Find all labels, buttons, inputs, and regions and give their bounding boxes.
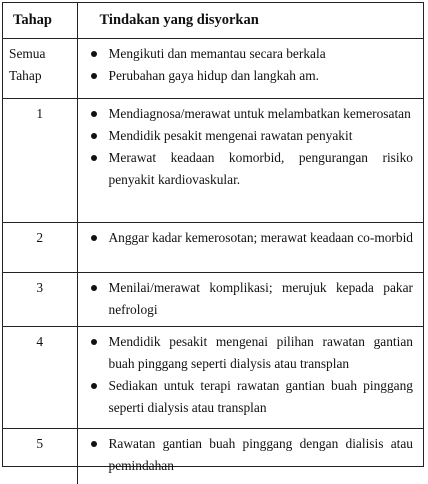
action-list xyxy=(78,433,414,477)
stage-label: Tahap xyxy=(9,65,76,87)
actions-cell xyxy=(77,99,423,223)
table-row xyxy=(3,223,423,273)
actions-cell xyxy=(77,39,423,99)
actions-cell xyxy=(77,429,423,484)
bullet-icon xyxy=(91,285,97,291)
list-item xyxy=(78,375,414,419)
bullet-icon xyxy=(91,235,97,241)
header-actions: Tindakan yang disyorkan xyxy=(77,3,423,39)
action-text: Anggar kadar kemerosotan; merawat keadaan co-morbid xyxy=(109,230,414,245)
bullet-icon xyxy=(91,133,97,139)
bullet-icon xyxy=(91,111,97,117)
action-list xyxy=(78,277,414,321)
actions-cell xyxy=(77,273,423,327)
table-row xyxy=(3,273,423,327)
list-item xyxy=(78,103,414,125)
list-item xyxy=(78,125,414,147)
bullet-icon xyxy=(91,51,97,57)
action-list xyxy=(78,331,414,419)
list-item xyxy=(78,65,414,87)
list-item xyxy=(78,433,414,477)
stage-cell: 2 xyxy=(3,223,77,273)
action-text: Perubahan gaya hidup dan langkah am. xyxy=(109,68,319,83)
action-text: Menilai/merawat komplikasi; merujuk kepada pakar nefrologi xyxy=(109,280,414,317)
action-text: Mengikuti dan memantau secara berkala xyxy=(109,46,326,61)
stage-action-table xyxy=(3,3,423,484)
bullet-icon xyxy=(91,73,97,79)
action-list xyxy=(78,227,414,249)
stage-cell: 5 xyxy=(3,429,77,484)
action-text: Sediakan untuk terapi rawatan gantian buah pinggang seperti dialysis atau transplan xyxy=(109,378,414,415)
bullet-icon xyxy=(91,155,97,161)
action-text: Merawat keadaan komorbid, pengurangan risiko penyakit kardiovaskular. xyxy=(109,150,414,187)
stage-cell xyxy=(3,39,77,99)
list-item xyxy=(78,277,414,321)
stage-cell: 1 xyxy=(3,99,77,223)
action-text: Mendidik pesakit mengenai pilihan rawatan gantian buah pinggang seperti dialysis atau transplan xyxy=(109,334,414,371)
action-list xyxy=(78,103,414,191)
stage-label: Semua xyxy=(9,43,76,65)
bullet-icon xyxy=(91,441,97,447)
stage-cell: 3 xyxy=(3,273,77,327)
recommendation-table xyxy=(2,2,424,467)
actions-cell xyxy=(77,223,423,273)
bullet-icon xyxy=(91,339,97,345)
actions-cell xyxy=(77,327,423,429)
table-row xyxy=(3,429,423,484)
action-text: Mendiagnosa/merawat untuk melambatkan kemerosatan xyxy=(109,106,411,121)
stage-cell: 4 xyxy=(3,327,77,429)
header-stage: Tahap xyxy=(3,3,77,39)
list-item xyxy=(78,43,414,65)
list-item xyxy=(78,227,414,249)
list-item xyxy=(78,331,414,375)
bullet-icon xyxy=(91,383,97,389)
table-row xyxy=(3,99,423,223)
table-row xyxy=(3,327,423,429)
list-item xyxy=(78,147,414,191)
header-row xyxy=(3,3,423,39)
table-row xyxy=(3,39,423,99)
action-list xyxy=(78,43,414,87)
action-text: Mendidik pesakit mengenai rawatan penyakit xyxy=(109,128,353,143)
action-text: Rawatan gantian buah pinggang dengan dialisis atau pemindahan xyxy=(109,436,414,473)
